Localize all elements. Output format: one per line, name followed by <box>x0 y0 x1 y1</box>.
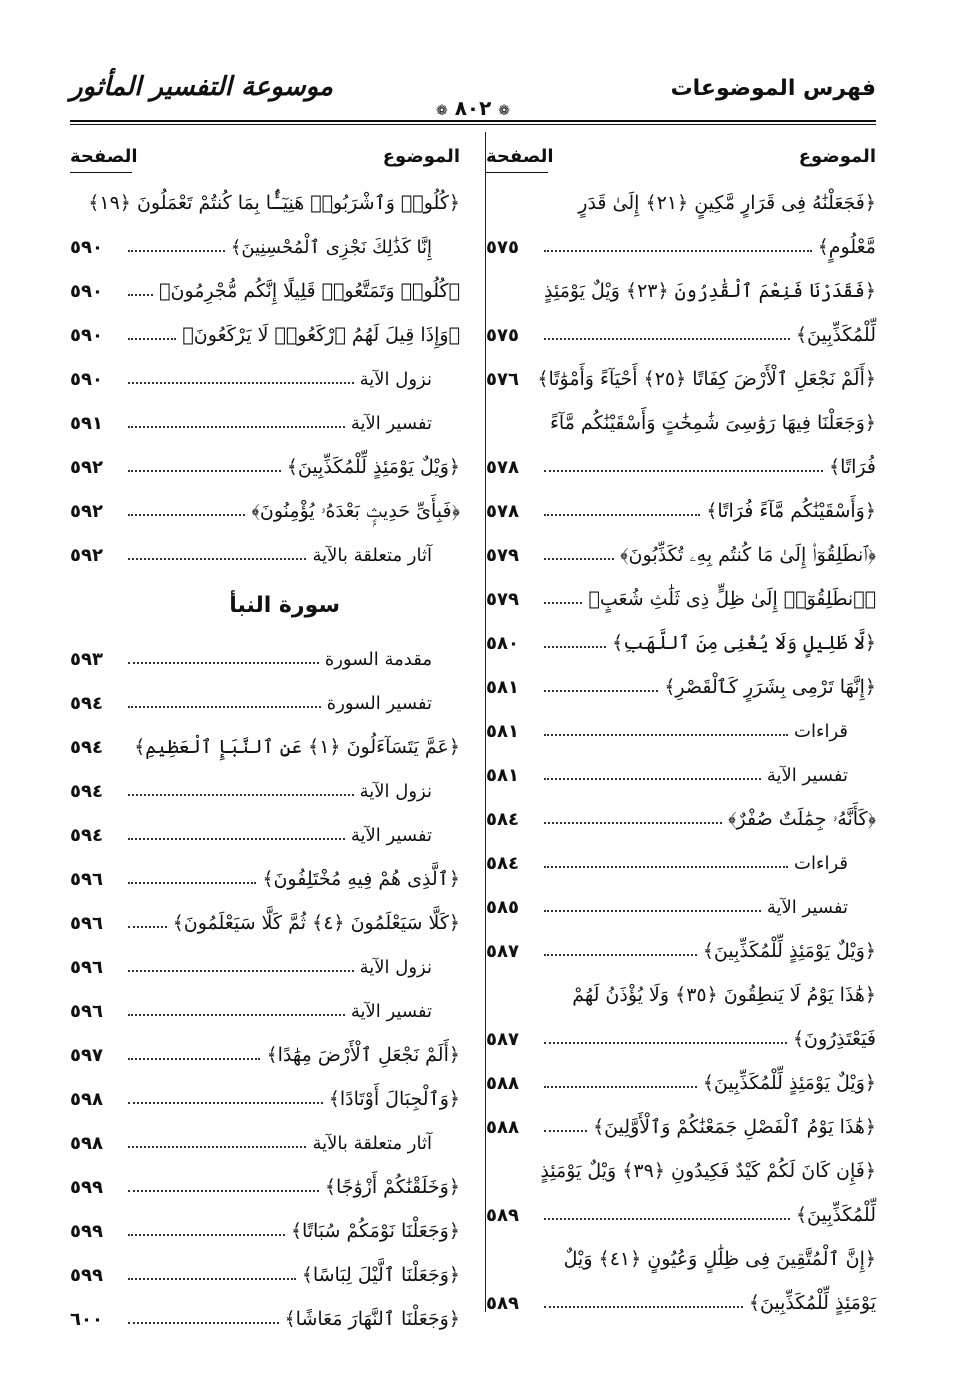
left-column <box>70 132 460 1342</box>
index-entry <box>70 1072 460 1116</box>
entry-topic: تفسير الآية <box>350 1001 432 1022</box>
leader-dots <box>128 1189 319 1192</box>
index-entry <box>486 880 876 924</box>
index-entry <box>486 176 876 220</box>
index-entry <box>486 308 876 352</box>
leader-dots <box>128 1013 345 1016</box>
entry-page-number: ٥٩٢ <box>70 457 103 478</box>
entry-topic: ﴿وَخَلَقْنَٰكُمْ أَزْوَٰجًا﴾ <box>324 1176 460 1198</box>
ornament-right-icon: ❁ <box>498 103 511 119</box>
entry-topic: ﴿إِنَّ ٱلْمُتَّقِينَ فِى ظِلَٰلٍ وَعُيُونٍ ﴿٤١﴾ وَيْلٌ <box>563 1248 876 1270</box>
index-entry <box>486 924 876 968</box>
right-column-header <box>486 132 876 176</box>
leader-dots <box>128 469 281 472</box>
index-entry <box>486 352 876 396</box>
entry-page-number: ٥٩٤ <box>70 693 103 714</box>
entry-topic: يَوْمَئِذٍ لِّلْمُكَذِّبِينَ﴾ <box>748 1292 876 1314</box>
leader-dots <box>544 1217 790 1220</box>
entry-topic: ﴿وَٱلْجِبَالَ أَوْتَادًا﴾ <box>328 1088 460 1110</box>
index-entry <box>70 396 460 440</box>
leader-dots <box>128 513 245 516</box>
entry-topic: قراءات <box>794 721 848 742</box>
leader-dots <box>128 1101 323 1104</box>
index-entry <box>70 896 460 940</box>
entry-page-number: ٥٨٥ <box>486 897 519 918</box>
entry-topic: تفسير الآية <box>350 413 432 434</box>
entry-page-number: ٥٨٨ <box>486 1073 519 1094</box>
leader-dots <box>128 381 354 384</box>
entry-page-number: ٥٨٩ <box>486 1205 519 1226</box>
entry-page-number: ٥٩٠ <box>70 281 103 302</box>
entry-topic: ﴿إِنَّهَا تَرْمِى بِشَرَرٍ كَٱلْقَصْرِ﴾ <box>664 676 876 698</box>
entry-topic: تفسير الآية <box>766 765 848 786</box>
entry-page-number: ٥٨٨ <box>486 1117 519 1138</box>
left-column-header <box>70 132 460 176</box>
entry-topic: نزول الآية <box>359 369 432 390</box>
index-entry <box>486 572 876 616</box>
entry-topic: ﴿وَأَسْقَيْنَٰكُم مَّآءً فُرَاتًا﴾ <box>706 500 876 522</box>
entry-topic: لِّلْمُكَذِّبِينَ﴾ <box>795 1204 876 1226</box>
leader-dots <box>128 837 345 840</box>
entry-page-number: ٥٩٦ <box>70 869 103 890</box>
entry-topic: ﴿ٱلَّذِى هُمْ فِيهِ مُخْتَلِفُونَ﴾ <box>262 868 460 890</box>
entry-page-number: ٥٩٩ <box>70 1265 103 1286</box>
entry-topic: نزول الآية <box>359 957 432 978</box>
entry-page-number: ٥٨١ <box>486 677 519 698</box>
section-title: فهرس الموضوعات <box>670 76 876 101</box>
index-entry <box>70 676 460 720</box>
entry-page-number: ٥٨١ <box>486 765 519 786</box>
entry-topic: ﴿كُلُوا۟ وَتَمَتَّعُوا۟ قَلِيلًا إِنَّكُم مُّجْرِمُونَ﴾ <box>159 280 460 302</box>
index-entry <box>486 968 876 1012</box>
entry-topic: آثار متعلقة بالآية <box>312 1133 432 1154</box>
entry-topic: ﴿أَلَمْ نَجْعَلِ ٱلْأَرْضَ مِهَٰدًا﴾ <box>266 1044 460 1066</box>
entry-topic: ﴿عَمَّ يَتَسَآءَلُونَ ﴿١﴾ عَنِ ٱلنَّبَإِ ٱلْعَظِيمِ﴾ <box>134 736 460 758</box>
index-entry <box>70 220 460 264</box>
entry-page-number: ٥٩٧ <box>70 1045 103 1066</box>
entry-topic: إِنَّا كَذَٰلِكَ نَجْزِى ٱلْمُحْسِنِينَ﴾ <box>230 237 432 258</box>
leader-dots <box>128 293 153 296</box>
index-entry <box>486 660 876 704</box>
leader-dots <box>128 1321 279 1324</box>
entry-topic: آثار متعلقة بالآية <box>312 545 432 566</box>
entry-page-number: ٥٩٠ <box>70 369 103 390</box>
entry-page-number: ٥٩٩ <box>70 1221 103 1242</box>
index-entry <box>486 704 876 748</box>
index-entry <box>70 1116 460 1160</box>
page-header-rule <box>486 172 548 173</box>
index-entry <box>70 764 460 808</box>
leader-dots <box>544 1129 587 1132</box>
leader-dots <box>544 513 700 516</box>
leader-dots <box>128 557 306 560</box>
entry-page-number: ٦٠٠ <box>70 1309 103 1330</box>
index-entry <box>486 528 876 572</box>
index-entry <box>70 808 460 852</box>
entry-topic: ﴿ٱنطَلِقُوٓا۟ إِلَىٰ ظِلٍّ ذِى ثَلَٰثِ شُعَبٍ﴾ <box>588 588 876 610</box>
entry-topic: مقدمة السورة <box>324 649 432 670</box>
entry-topic: ﴿وَجَعَلْنَا ٱلنَّهَارَ مَعَاشًا﴾ <box>284 1308 460 1330</box>
entry-page-number: ٥٩٤ <box>70 737 103 758</box>
entry-topic: ﴿فَقَدَرْنَا فَنِعْمَ ٱلْقَٰدِرُونَ ﴿٢٣﴾ وَيْلٌ يَوْمَئِذٍ <box>544 280 876 302</box>
entry-topic: مَّعْلُومٍ﴾ <box>817 236 876 258</box>
entry-page-number: ٥٧٦ <box>486 369 519 390</box>
entry-topic: ﴿لَّا ظَلِيلٍ وَلَا يُغْنِى مِنَ ٱللَّهَبِ﴾ <box>612 632 876 654</box>
leader-dots <box>544 249 812 252</box>
entry-page-number: ٥٩٨ <box>70 1133 103 1154</box>
leader-dots <box>544 821 722 824</box>
leader-dots <box>128 661 319 664</box>
leader-dots <box>128 337 176 340</box>
entry-page-number: ٥٨٤ <box>486 809 519 830</box>
entry-page-number: ٥٩٩ <box>70 1177 103 1198</box>
entry-topic: ﴿فَإِن كَانَ لَكُمْ كَيْدٌ فَكِيدُونِ ﴿٣٩﴾ وَيْلٌ يَوْمَئِذٍ <box>540 1160 876 1182</box>
index-entry <box>70 528 460 572</box>
leader-dots <box>128 969 354 972</box>
page-number: ٨٠٢ <box>454 96 492 120</box>
leader-dots <box>128 881 256 884</box>
index-entry <box>70 984 460 1028</box>
leader-dots <box>128 1057 260 1060</box>
index-entry <box>70 352 460 396</box>
entry-page-number: ٥٩٦ <box>70 913 103 934</box>
index-entry <box>486 748 876 792</box>
entry-topic: ﴿فَجَعَلْنَٰهُ فِى قَرَارٍ مَّكِينٍ ﴿٢١﴾ إِلَىٰ قَدَرٍ <box>578 192 876 214</box>
entry-page-number: ٥٧٥ <box>486 237 519 258</box>
entry-page-number: ٥٩٨ <box>70 1089 103 1110</box>
entry-page-number: ٥٩٤ <box>70 781 103 802</box>
leader-dots <box>544 865 788 868</box>
index-entry <box>70 440 460 484</box>
entry-page-number: ٥٨٤ <box>486 853 519 874</box>
index-entry <box>486 1144 876 1188</box>
leader-dots <box>128 1277 296 1280</box>
entry-topic: تفسير الآية <box>350 825 432 846</box>
leader-dots <box>128 249 225 252</box>
index-entry <box>70 940 460 984</box>
entry-topic: ﴿كَلَّا سَيَعْلَمُونَ ﴿٤﴾ ثُمَّ كَلَّا سَيَعْلَمُونَ﴾ <box>172 912 460 934</box>
index-entry <box>70 484 460 528</box>
index-entry <box>70 308 460 352</box>
ornament-left-icon: ❁ <box>435 103 448 119</box>
leader-dots <box>544 953 697 956</box>
index-entry <box>486 616 876 660</box>
index-entry <box>486 1188 876 1232</box>
index-entry <box>70 632 460 676</box>
entry-page-number: ٥٩٢ <box>70 501 103 522</box>
index-entry <box>70 1204 460 1248</box>
entry-topic: لِّلْمُكَذِّبِينَ﴾ <box>795 324 876 346</box>
entry-topic: نزول الآية <box>359 781 432 802</box>
index-entry <box>70 1248 460 1292</box>
entry-page-number: ٥٩٤ <box>70 825 103 846</box>
entry-topic: ﴿أَلَمْ نَجْعَلِ ٱلْأَرْضَ كِفَاتًا ﴿٢٥﴾ أَحْيَآءً وَأَمْوَٰتًا﴾ <box>537 368 876 390</box>
entry-topic: ﴿وَجَعَلْنَا نَوْمَكُمْ سُبَاتًا﴾ <box>290 1220 460 1242</box>
index-entry <box>486 792 876 836</box>
left-entries <box>70 176 460 1336</box>
leader-dots <box>544 1085 697 1088</box>
right-column <box>486 132 876 1342</box>
index-entry <box>486 1100 876 1144</box>
surah-heading <box>70 572 460 632</box>
index-entry <box>70 264 460 308</box>
entry-topic: فَيَعْتَذِرُونَ﴾ <box>792 1028 876 1050</box>
page-header-rule <box>70 172 132 173</box>
leader-dots <box>128 1145 306 1148</box>
page-number-block <box>436 96 510 120</box>
leader-dots <box>544 645 606 648</box>
leader-dots <box>544 689 658 692</box>
entry-topic: ﴿وَيْلٌ يَوْمَئِذٍ لِّلْمُكَذِّبِينَ﴾ <box>702 940 876 962</box>
entry-page-number: ٥٧٨ <box>486 501 519 522</box>
entry-topic: ﴿وَيْلٌ يَوْمَئِذٍ لِّلْمُكَذِّبِينَ﴾ <box>702 1072 876 1094</box>
leader-dots <box>544 733 788 736</box>
leader-dots <box>128 793 354 796</box>
index-entry <box>70 176 460 220</box>
leader-dots <box>128 925 167 928</box>
page-header: الصفحة <box>70 146 138 167</box>
entry-topic: ﴿ٱنطَلِقُوٓا۟ إِلَىٰ مَا كُنتُم بِهِۦ تُكَذِّبُونَ﴾ <box>620 544 876 566</box>
leader-dots <box>544 777 761 780</box>
entry-page-number: ٥٩٣ <box>70 649 103 670</box>
index-entry <box>70 1292 460 1336</box>
leader-dots <box>544 557 614 560</box>
entry-page-number: ٥٩٦ <box>70 957 103 978</box>
right-entries <box>486 176 876 1320</box>
entry-topic: ﴿وَإِذَا قِيلَ لَهُمُ ٱرْكَعُوا۟ لَا يَرْكَعُونَ﴾ <box>182 324 460 346</box>
index-entry <box>486 1012 876 1056</box>
index-entry <box>70 1160 460 1204</box>
running-header <box>70 72 876 118</box>
leader-dots <box>544 1041 787 1044</box>
index-entry <box>486 1056 876 1100</box>
entry-page-number: ٥٩١ <box>70 413 103 434</box>
index-entry <box>486 396 876 440</box>
entry-page-number: ٥٨١ <box>486 721 519 742</box>
header-rule-thin <box>70 124 876 125</box>
entry-topic: ﴿كَأَنَّهُۥ جِمَٰلَتٌ صُفْرٌ﴾ <box>728 808 876 830</box>
index-entry <box>486 220 876 264</box>
entry-topic: ﴿وَيْلٌ يَوْمَئِذٍ لِّلْمُكَذِّبِينَ﴾ <box>286 456 460 478</box>
series-title: موسوعة التفسير المأثور <box>70 72 333 102</box>
leader-dots <box>128 425 345 428</box>
entry-page-number: ٥٧٨ <box>486 457 519 478</box>
entry-topic: قراءات <box>794 853 848 874</box>
leader-dots <box>544 337 790 340</box>
header-rule <box>70 120 876 122</box>
entry-topic: فُرَاتًا﴾ <box>828 456 876 478</box>
entry-topic: ﴿هَٰذَا يَوْمُ ٱلْفَصْلِ جَمَعْنَٰكُمْ وَٱلْأَوَّلِينَ﴾ <box>592 1116 876 1138</box>
entry-page-number: ٥٩٦ <box>70 1001 103 1022</box>
index-entry <box>486 836 876 880</box>
leader-dots <box>544 601 582 604</box>
entry-topic: ﴿هَٰذَا يَوْمُ لَا يَنطِقُونَ ﴿٣٥﴾ وَلَا يُؤْذَنُ لَهُمْ <box>572 984 876 1006</box>
entry-topic: ﴿فَبِأَىِّ حَدِيثٍۭ بَعْدَهُۥ يُؤْمِنُونَ﴾ <box>251 500 460 522</box>
leader-dots <box>128 1233 285 1236</box>
entry-topic: ﴿وَجَعَلْنَا فِيهَا رَوَٰسِىَ شَٰمِخَٰتٍ وَأَسْقَيْنَٰكُم مَّآءً <box>549 412 876 434</box>
entry-page-number: ٥٨٧ <box>486 941 519 962</box>
index-entry <box>486 484 876 528</box>
entry-page-number: ٥٧٩ <box>486 545 519 566</box>
entry-topic: ﴿وَجَعَلْنَا ٱلَّيْلَ لِبَاسًا﴾ <box>301 1264 460 1286</box>
index-entry <box>486 440 876 484</box>
entry-page-number: ٥٧٩ <box>486 589 519 610</box>
leader-dots <box>544 1305 743 1308</box>
entry-topic: تفسير السورة <box>326 693 432 714</box>
leader-dots <box>128 705 321 708</box>
entry-topic: تفسير الآية <box>766 897 848 918</box>
index-entry <box>486 1276 876 1320</box>
topic-header: الموضوع <box>382 146 460 167</box>
index-entry <box>486 1232 876 1276</box>
index-entry <box>70 720 460 764</box>
entry-page-number: ٥٩٢ <box>70 545 103 566</box>
index-entry <box>70 852 460 896</box>
entry-page-number: ٥٨٠ <box>486 633 519 654</box>
entry-topic: ﴿كُلُوا۟ وَٱشْرَبُوا۟ هَنِيٓـًٔۢا بِمَا كُنتُمْ تَعْمَلُونَ ﴿١٩﴾ <box>88 192 460 214</box>
page-header: الصفحة <box>486 146 554 167</box>
index-entry <box>486 264 876 308</box>
leader-dots <box>544 909 761 912</box>
index-entry <box>70 1028 460 1072</box>
entry-page-number: ٥٧٥ <box>486 325 519 346</box>
topic-header: الموضوع <box>798 146 876 167</box>
entry-page-number: ٥٩٠ <box>70 325 103 346</box>
entry-page-number: ٥٩٠ <box>70 237 103 258</box>
entry-page-number: ٥٨٩ <box>486 1293 519 1314</box>
surah-title: سورة النبأ <box>229 593 340 618</box>
entry-page-number: ٥٨٧ <box>486 1029 519 1050</box>
leader-dots <box>544 469 823 472</box>
